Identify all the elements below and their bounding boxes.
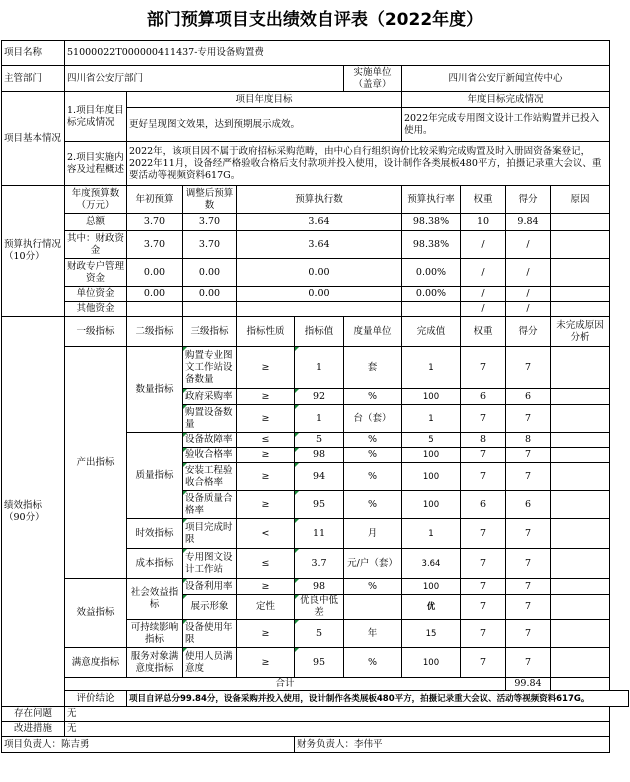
- level3-indicator: 设备质量合格率: [183, 491, 237, 519]
- budget-rate: [402, 302, 461, 317]
- indicator-value: 5: [295, 433, 344, 448]
- indicator-unit: 年: [344, 620, 402, 648]
- budget-row-name: 其他资金: [65, 302, 127, 317]
- level2-sustainable: 可持续影响指标: [127, 620, 183, 648]
- total-label: 合计: [65, 678, 506, 691]
- budget-adjusted: [183, 302, 237, 317]
- level1-benefit: 效益指标: [65, 579, 127, 648]
- indicator-weight: 7: [461, 595, 506, 620]
- budget-executed: 3.64: [237, 231, 402, 259]
- goal-header: 项目年度目标: [127, 92, 402, 108]
- indicator-value: 94: [295, 463, 344, 491]
- budget-initial: 3.70: [127, 214, 183, 231]
- budget-header: 预算执行数: [237, 186, 402, 214]
- level2-quality: 质量指标: [127, 433, 183, 519]
- budget-executed: 0.00: [237, 287, 402, 302]
- level3-indicator: 展示形象: [183, 595, 237, 620]
- conclusion-label: 评价结论: [65, 691, 127, 707]
- budget-score: /: [506, 302, 551, 317]
- level3-indicator: 设备利用率: [183, 579, 237, 595]
- budget-weight: /: [461, 302, 506, 317]
- indicator-nature: 定性: [237, 595, 295, 620]
- indicator-reason: [551, 491, 610, 519]
- indicator-value: 1: [295, 347, 344, 389]
- indicator-done: 100: [402, 648, 461, 678]
- budget-score: 9.84: [506, 214, 551, 231]
- level2-quantity: 数量指标: [127, 347, 183, 433]
- indicator-nature: ≥: [237, 347, 295, 389]
- budget-weight: 10: [461, 214, 506, 231]
- indicator-weight: 7: [461, 549, 506, 579]
- budget-adjusted: 3.70: [183, 231, 237, 259]
- indicator-score: 7: [506, 347, 551, 389]
- indicator-done: 100: [402, 491, 461, 519]
- indicator-score: 7: [506, 549, 551, 579]
- indicator-unit: 元/户（套）: [344, 549, 402, 579]
- indicator-done: 3.64: [402, 549, 461, 579]
- total-reason: [551, 678, 610, 691]
- budget-initial: 3.70: [127, 231, 183, 259]
- indicator-nature: ≥: [237, 579, 295, 595]
- indicator-done: 100: [402, 579, 461, 595]
- budget-score: /: [506, 231, 551, 259]
- level1-satisfaction: 满意度指标: [65, 648, 127, 678]
- budget-row-name: 财政专户管理资金: [65, 259, 127, 287]
- budget-initial: 0.00: [127, 259, 183, 287]
- completion-header: 年度目标完成情况: [402, 92, 610, 108]
- indicator-reason: [551, 620, 610, 648]
- budget-rate: 98.38%: [402, 231, 461, 259]
- level3-indicator: 使用人员满意度: [183, 648, 237, 678]
- budget-executed: 3.64: [237, 214, 402, 231]
- budget-header: 原因: [551, 186, 610, 214]
- indicator-weight: 7: [461, 620, 506, 648]
- budget-row-name: 单位资金: [65, 287, 127, 302]
- indicator-score: 7: [506, 648, 551, 678]
- budget-reason: [551, 231, 610, 259]
- budget-header: 调整后预算数: [183, 186, 237, 214]
- indicator-unit: [344, 595, 402, 620]
- budget-initial: [127, 302, 183, 317]
- indicator-value: 3.7: [295, 549, 344, 579]
- indicator-nature: <: [237, 519, 295, 549]
- indicator-weight: 7: [461, 648, 506, 678]
- indicator-value: 优良中低差: [295, 595, 344, 620]
- indicator-score: 7: [506, 579, 551, 595]
- basic-situation-label: 项目基本情况: [2, 92, 65, 186]
- total-score: 99.84: [506, 678, 551, 691]
- budget-weight: /: [461, 287, 506, 302]
- project-lead: 项目负责人：陈吉勇: [2, 737, 295, 753]
- indicator-unit: 套: [344, 347, 402, 389]
- level3-indicator: 购置专业图文工作站设备数量: [183, 347, 237, 389]
- improve-text: 无: [65, 722, 610, 737]
- indicator-value: 98: [295, 448, 344, 463]
- issues-text: 无: [65, 707, 610, 722]
- indicator-unit: %: [344, 648, 402, 678]
- indicator-reason: [551, 389, 610, 405]
- indicator-unit: 台（套）: [344, 405, 402, 433]
- indicator-unit: %: [344, 579, 402, 595]
- indicator-weight: 7: [461, 519, 506, 549]
- indicator-nature: ≥: [237, 648, 295, 678]
- impl-unit-value: 四川省公安厅新闻宣传中心: [402, 66, 610, 92]
- indicator-done: 1: [402, 405, 461, 433]
- level3-indicator: 购置设备数量: [183, 405, 237, 433]
- dept-label: 主管部门: [2, 66, 65, 92]
- level2-timeliness: 时效指标: [127, 519, 183, 549]
- indicator-reason: [551, 595, 610, 620]
- indicator-nature: ≥: [237, 389, 295, 405]
- indicator-nature: ≥: [237, 448, 295, 463]
- perf-header: 完成值: [402, 317, 461, 347]
- budget-score: /: [506, 259, 551, 287]
- conclusion-text: 项目自评总分99.84分，设备采购并投入使用，设计制作各类展板480平方，拍摄记录重大会议、活动等视频资料617G。: [127, 691, 629, 707]
- budget-header: 得分: [506, 186, 551, 214]
- perf-header: 三级指标: [183, 317, 237, 347]
- indicator-nature: ≤: [237, 549, 295, 579]
- budget-initial: 0.00: [127, 287, 183, 302]
- indicator-score: 7: [506, 463, 551, 491]
- perf-label: 绩效指标（90分）: [2, 317, 65, 707]
- indicator-value: 95: [295, 648, 344, 678]
- level2-service-satisfaction: 服务对象满意度指标: [127, 648, 183, 678]
- perf-header: 指标值: [295, 317, 344, 347]
- issues-label: 存在问题: [2, 707, 65, 722]
- indicator-reason: [551, 648, 610, 678]
- indicator-unit: %: [344, 491, 402, 519]
- level3-indicator: 验收合格率: [183, 448, 237, 463]
- indicator-done: 100: [402, 463, 461, 491]
- indicator-value: 5: [295, 620, 344, 648]
- budget-header: 年度预算数（万元）: [65, 186, 127, 214]
- indicator-done: 100: [402, 389, 461, 405]
- level1-output: 产出指标: [65, 347, 127, 579]
- completion-text: 2022年完成专用图文设计工作站购置并已投入使用。: [402, 108, 610, 142]
- indicator-reason: [551, 519, 610, 549]
- evaluation-table: [1, 40, 629, 753]
- perf-header: 未完成原因分析: [551, 317, 610, 347]
- perf-header: 得分: [506, 317, 551, 347]
- budget-reason: [551, 302, 610, 317]
- indicator-unit: %: [344, 433, 402, 448]
- indicator-weight: 7: [461, 463, 506, 491]
- impl-unit-label: 实施单位（盖章）: [344, 66, 402, 92]
- budget-header: 预算执行率: [402, 186, 461, 214]
- indicator-reason: [551, 463, 610, 491]
- finance-lead: 财务负责人：李伟平: [295, 737, 610, 753]
- level3-indicator: 设备使用年限: [183, 620, 237, 648]
- budget-executed: 0.00: [237, 259, 402, 287]
- budget-reason: [551, 214, 610, 231]
- indicator-done: 1: [402, 519, 461, 549]
- indicator-reason: [551, 549, 610, 579]
- budget-header: 年初预算: [127, 186, 183, 214]
- project-name-label: 项目名称: [2, 41, 65, 66]
- indicator-nature: ≥: [237, 620, 295, 648]
- budget-weight: /: [461, 231, 506, 259]
- indicator-nature: ≥: [237, 491, 295, 519]
- indicator-weight: 8: [461, 433, 506, 448]
- indicator-score: 6: [506, 389, 551, 405]
- budget-rate: 0.00%: [402, 287, 461, 302]
- indicator-weight: 7: [461, 448, 506, 463]
- budget-reason: [551, 259, 610, 287]
- indicator-value: 95: [295, 491, 344, 519]
- project-name: 51000022T000000411437-专用设备购置费: [65, 41, 610, 66]
- indicator-value: 98: [295, 579, 344, 595]
- level3-indicator: 设备故障率: [183, 433, 237, 448]
- indicator-value: 11: [295, 519, 344, 549]
- level2-cost: 成本指标: [127, 549, 183, 579]
- budget-label: 预算执行情况（10分）: [2, 186, 65, 317]
- level2-social: 社会效益指标: [127, 579, 183, 620]
- indicator-reason: [551, 405, 610, 433]
- improve-label: 改进措施: [2, 722, 65, 737]
- perf-header: 一级指标: [65, 317, 127, 347]
- budget-adjusted: 0.00: [183, 287, 237, 302]
- indicator-weight: 6: [461, 389, 506, 405]
- budget-score: /: [506, 287, 551, 302]
- indicator-weight: 7: [461, 347, 506, 389]
- indicator-reason: [551, 579, 610, 595]
- perf-header: 指标性质: [237, 317, 295, 347]
- indicator-score: 8: [506, 433, 551, 448]
- indicator-unit: %: [344, 463, 402, 491]
- indicator-done: 优: [402, 595, 461, 620]
- indicator-unit: %: [344, 448, 402, 463]
- perf-header: 权重: [461, 317, 506, 347]
- perf-header: 二级指标: [127, 317, 183, 347]
- indicator-score: 7: [506, 519, 551, 549]
- budget-executed: [237, 302, 402, 317]
- indicator-nature: ≤: [237, 433, 295, 448]
- impl-content-label: 2.项目实施内容及过程概述: [65, 142, 127, 186]
- budget-adjusted: 0.00: [183, 259, 237, 287]
- budget-adjusted: 3.70: [183, 214, 237, 231]
- indicator-reason: [551, 347, 610, 389]
- indicator-reason: [551, 433, 610, 448]
- indicator-score: 7: [506, 620, 551, 648]
- level3-indicator: 项目完成时限: [183, 519, 237, 549]
- indicator-score: 6: [506, 491, 551, 519]
- indicator-nature: ≥: [237, 405, 295, 433]
- budget-header: 权重: [461, 186, 506, 214]
- indicator-nature: ≥: [237, 463, 295, 491]
- impl-content-text: 2022年，该项目因不属于政府招标采购范畴，由中心自行组织询价比较采购完成购置及时入册固资备案登记，2022年11月，设备经严格验收合格后支付款项并投入使用，设计制作各类展板480平方，拍摄记录重大会议、重要活动等视频资料617G。: [127, 142, 610, 186]
- indicator-done: 1: [402, 347, 461, 389]
- indicator-weight: 6: [461, 491, 506, 519]
- budget-reason: [551, 287, 610, 302]
- indicator-unit: 月: [344, 519, 402, 549]
- indicator-unit: %: [344, 389, 402, 405]
- indicator-score: 7: [506, 595, 551, 620]
- budget-row-name: 其中：财政资金: [65, 231, 127, 259]
- indicator-reason: [551, 448, 610, 463]
- indicator-done: 100: [402, 448, 461, 463]
- indicator-score: 7: [506, 448, 551, 463]
- perf-header: 度量单位: [344, 317, 402, 347]
- level3-indicator: 政府采购率: [183, 389, 237, 405]
- indicator-weight: 7: [461, 579, 506, 595]
- budget-row-name: 总额: [65, 214, 127, 231]
- indicator-weight: 7: [461, 405, 506, 433]
- goal-text: 更好呈现图文效果，达到预期展示成效。: [127, 108, 402, 142]
- budget-rate: 0.00%: [402, 259, 461, 287]
- indicator-value: 92: [295, 389, 344, 405]
- indicator-score: 7: [506, 405, 551, 433]
- page-title: 部门预算项目支出绩效自评表（2022年度）: [146, 10, 484, 30]
- indicator-done: 5: [402, 433, 461, 448]
- dept-value: 四川省公安厅部门: [65, 66, 344, 92]
- indicator-done: 15: [402, 620, 461, 648]
- goal-label: 1.项目年度目标完成情况: [65, 92, 127, 142]
- indicator-value: 1: [295, 405, 344, 433]
- budget-weight: /: [461, 259, 506, 287]
- budget-rate: 98.38%: [402, 214, 461, 231]
- level3-indicator: 专用图文设计工作站: [183, 549, 237, 579]
- level3-indicator: 安装工程验收合格率: [183, 463, 237, 491]
